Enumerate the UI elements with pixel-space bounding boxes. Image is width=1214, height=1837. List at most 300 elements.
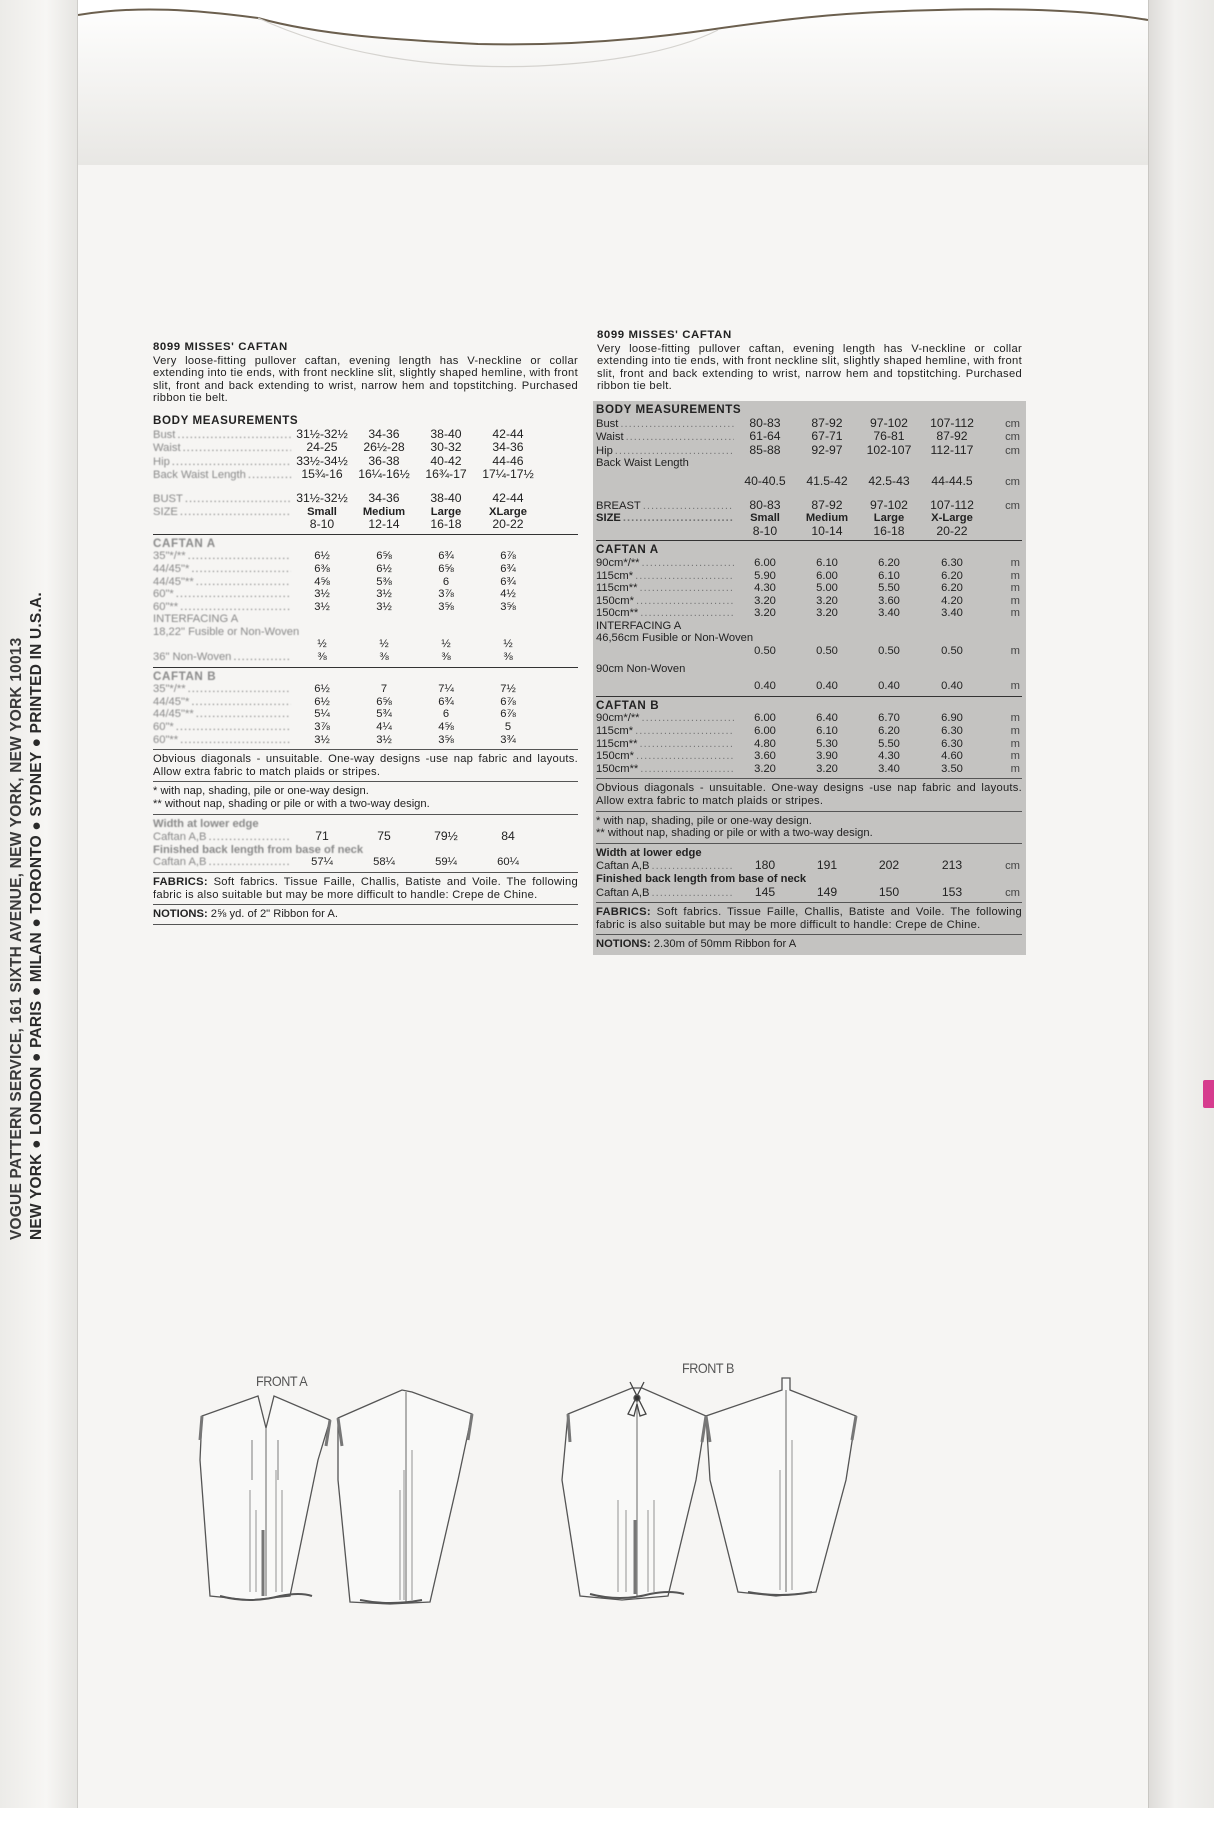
table-row [596,738,1022,751]
table-cell: m [1010,737,1020,750]
table-cell: 5.00 [816,582,838,595]
table-cell: 8-10 [309,517,335,532]
table-cell: 40-42 [430,453,462,468]
table-cell: Medium [805,512,849,525]
table-cell: 5¾ [376,708,392,721]
garment-illustrations [190,1360,1020,1640]
table-cell: 6.20 [878,725,900,738]
table-cell: 34-36 [368,490,400,505]
table-cell: ⅜ [441,651,451,664]
table-cell: 71 [315,829,329,844]
table-cell: 3.20 [816,762,838,775]
table-cell: 6⅞ [500,550,516,563]
table-row [153,734,578,747]
table-cell: 6.30 [941,556,963,569]
table-row [596,763,1022,776]
table-row [596,499,1022,513]
table-cell: 153 [941,884,963,899]
table-cell: 58¼ [373,856,395,869]
size-table [153,492,578,531]
table-row [153,708,578,721]
table-cell: 6¾ [438,550,454,563]
table-cell: 79½ [434,829,458,844]
table-cell: Back Waist Length ..... [153,469,291,482]
table-cell: 3½ [314,600,330,613]
table-cell: BREAST ..... [596,500,734,513]
table-cell: 5.50 [878,582,900,595]
table-cell: ⅜ [503,651,513,664]
table-cell: 8-10 [752,523,778,538]
table-cell: 26½-28 [363,440,405,455]
table-cell: Bust ..... [153,429,291,442]
table-cell: 60"** ..... [153,601,291,614]
metric-chart-panel [597,329,1022,955]
table-cell: 3⅝ [438,733,454,746]
table-cell: cm [1005,444,1020,457]
pattern-description: Very loose-fitting pullover caftan, evening length has V-neckline or collar extending into tie ends, with front neckline slit, slightly shaped hemline, with front slit, front and back extending to wrist, narrow hem and topstitching. Purchased ribbon tie belt. [153,354,578,405]
size-table [596,499,1022,538]
table-cell: 6⅞ [500,708,516,721]
table-cell: 150cm* ..... [596,595,734,608]
length-heading: Finished back length from base of neck [596,872,807,885]
table-cell: 6½ [314,695,330,708]
table-cell: cm [1005,417,1020,430]
table-cell: 20-22 [936,523,968,538]
table-cell: 3⅝ [500,600,516,613]
table-row [153,468,578,482]
table-cell: 5.30 [816,737,838,750]
table-cell: 4⅝ [314,575,330,588]
table-cell: 3⅞ [314,721,330,734]
table-cell: 6¾ [438,695,454,708]
table-cell: FABRICS: [153,875,208,888]
table-cell: 35"*/** ..... [153,550,291,563]
table-cell: ½ [503,638,513,651]
table-cell: 3.60 [754,750,776,763]
table-cell: 107-112 [930,497,974,512]
table-cell: 30-32 [430,440,462,455]
table-cell: 150cm** ..... [596,763,734,776]
table-row [596,725,1022,738]
table-cell: Caftan A,B ..... [596,887,734,900]
table-cell: 97-102 [870,497,908,512]
table-cell: 42.5-43 [868,473,910,488]
table-cell: 80-83 [749,415,781,430]
table-cell: 41.5-42 [806,473,848,488]
table-cell: 97-102 [870,415,908,430]
pattern-description: Very loose-fitting pullover caftan, evening length has V-neckline or collar extending into tie ends, with front neckline slit, slightly shaped hemline, with front slit, front and back extending to wrist, narrow hem and topstitching. Purchased ribbon tie belt. [597,342,1022,393]
table-cell: 16¾-17 [425,467,467,482]
table-cell: 6¾ [500,575,516,588]
caftan-b-yardage-table [153,683,578,746]
caftan-a-yardage-table [153,550,578,663]
table-cell: Caftan A,B ..... [596,860,734,873]
table-cell: 6¾ [500,562,516,575]
table-cell: 34-36 [368,426,400,441]
table-cell: 2⅝ yd. of 2" Ribbon for A. [207,908,338,921]
table-cell: 3¾ [500,733,516,746]
table-cell: 12-14 [368,517,400,532]
table-cell: 57¼ [311,856,333,869]
table-cell: 87-92 [936,429,968,444]
table-cell: ½ [379,638,389,651]
table-row [596,595,1022,608]
table-cell: m [1010,645,1020,658]
table-cell: 36-38 [368,453,400,468]
table-cell: 44/45"** ..... [153,576,291,589]
table-cell: 150cm** ..... [596,607,734,620]
table-cell: m [1010,607,1020,620]
table-cell: 0.40 [754,680,776,693]
table-cell: 6.00 [754,556,776,569]
table-cell: ½ [441,638,451,651]
table-cell: ⅜ [317,651,327,664]
table-cell: cm [1005,499,1020,512]
table-cell: Hip ..... [153,456,291,469]
table-row [596,607,1022,620]
table-cell: Large [430,505,462,518]
table-cell: cm [1005,886,1020,899]
table-cell: m [1010,569,1020,582]
caftan-a-heading: CAFTAN A [153,536,216,550]
table-cell: 213 [941,858,963,873]
interfacing-label: 90cm Non-Woven [596,662,686,675]
interfacing-label: 18,22" Fusible or Non-Woven [153,625,300,638]
spine-publisher-address: VOGUE PATTERN SERVICE, 161 SIXTH AVENUE, NEW YORK, NEW YORK 10013 [8,637,25,1240]
fabrics-text [153,876,578,901]
body-measurements-heading: BODY MEASUREMENTS [596,402,742,416]
body-measurements-table [596,417,1022,489]
diagonals-note: Obvious diagonals - unsuitable. One-way designs -use nap fabric and layouts. Allow extra fabric to match plaids or stripes. [153,753,578,778]
table-cell: 0.50 [754,645,776,658]
table-cell: m [1010,750,1020,763]
table-cell: m [1010,712,1020,725]
torn-edge [78,0,1148,80]
table-cell: 4⅝ [438,721,454,734]
table-cell: 34-36 [492,440,524,455]
table-cell: 60"* ..... [153,721,291,734]
table-cell: FABRICS: [596,906,651,919]
table-cell: 87-92 [811,415,843,430]
table-row [596,512,1022,525]
interfacing-heading: INTERFACING A [153,613,239,626]
table-cell: BUST ..... [153,493,291,506]
table-cell: 15¾-16 [301,467,343,482]
interfacing-heading: INTERFACING A [596,619,682,632]
table-cell: 3½ [314,733,330,746]
table-cell: 115cm** ..... [596,582,734,595]
table-cell: NOTIONS: [153,908,208,921]
table-cell: Waist ..... [596,431,734,444]
footnote-without-nap: ** without nap, shading or pile or with a two-way design. [596,827,873,840]
caftan-a-heading: CAFTAN A [596,543,659,557]
table-cell: 6⅞ [500,695,516,708]
table-cell: 60"* ..... [153,588,291,601]
table-cell: XLarge [489,505,527,518]
table-row [153,550,578,563]
table-row [596,417,1022,431]
table-cell: 3.50 [941,762,963,775]
table-cell: 61-64 [749,429,781,444]
table-row [153,518,578,531]
body-measurements-heading: BODY MEASUREMENTS [153,413,299,427]
table-cell: 115cm* ..... [596,570,734,583]
imperial-chart-panel [153,341,578,928]
table-cell: 4.20 [941,594,963,607]
table-cell: Soft fabrics. Tissue Faille, Challis, Batiste and Voile. The following fabric is also suitable but may be more difficult to handle: Crepe de Chine. [596,906,1022,931]
notions-text [153,908,578,921]
table-cell: 6.20 [941,582,963,595]
table-cell: 92-97 [811,442,843,457]
front-b-label: FRONT B [682,1360,734,1376]
table-row [596,430,1022,444]
table-cell: 33½-34½ [296,453,348,468]
table-row [153,696,578,709]
table-cell: 6.00 [754,725,776,738]
table-row [153,830,578,844]
table-cell: 6 [442,575,450,588]
table-cell: SIZE ..... [153,506,291,519]
table-cell: 0.40 [941,680,963,693]
caftan-a-meterage-table [596,557,1022,693]
table-cell: Waist ..... [153,442,291,455]
table-cell: 3.20 [816,607,838,620]
table-cell: 6½ [314,683,330,696]
front-b-drawing-icon [562,1382,706,1600]
table-row [153,588,578,601]
table-cell: Medium [362,505,406,518]
metric-grey-chart [593,401,1026,955]
table-cell: Caftan A,B ..... [153,831,291,844]
table-cell: 6½ [376,562,392,575]
table-cell: Small [750,512,780,525]
table-cell: m [1010,582,1020,595]
width-heading: Width at lower edge [596,846,702,859]
table-cell: 6⅜ [314,562,330,575]
table-cell: m [1010,594,1020,607]
table-cell: 24-25 [306,440,338,455]
table-cell: 80-83 [749,497,781,512]
table-cell: cm [1005,431,1020,444]
back-a-drawing-icon [338,1390,472,1604]
table-cell: 6⅝ [376,695,392,708]
table-row [153,455,578,469]
table-cell: 6.70 [878,712,900,725]
length-heading: Finished back length from base of neck [153,843,364,856]
fabrics-text [596,906,1022,931]
table-cell: Hip ..... [596,445,734,458]
table-row [596,557,1022,570]
table-cell: 145 [754,884,776,899]
table-cell: 6.00 [816,569,838,582]
table-cell: 150cm* ..... [596,750,734,763]
table-row [596,525,1022,538]
table-cell: 6.90 [941,712,963,725]
pink-marker-tab [1203,1080,1214,1108]
table-cell: 90cm*/** ..... [596,712,734,725]
table-cell: 6.10 [816,556,838,569]
caftan-line-drawings [190,1360,1020,1640]
front-a-label: FRONT A [256,1373,308,1389]
table-cell: 3½ [376,733,392,746]
table-cell: 4.30 [754,582,776,595]
table-row [596,570,1022,583]
table-row [596,582,1022,595]
table-cell: 84 [501,829,515,844]
table-cell: 6.20 [878,556,900,569]
table-cell: 3.40 [878,607,900,620]
table-cell: 36" Non-Woven ..... [153,651,291,664]
table-row [153,492,578,506]
table-cell: 0.40 [878,680,900,693]
table-cell: 3.60 [878,594,900,607]
table-cell: 3½ [376,588,392,601]
back-waist-label: Back Waist Length [596,457,689,470]
table-cell: 5¼ [314,708,330,721]
table-cell: 3.40 [941,607,963,620]
footnote-without-nap: ** without nap, shading or pile or with a two-way design. [153,798,430,810]
table-cell: m [1010,556,1020,569]
table-cell: 10-14 [811,523,843,538]
table-cell: Large [873,512,905,525]
table-cell: 5 [504,721,512,734]
table-cell: 31½-32½ [296,426,348,441]
caftan-b-heading: CAFTAN B [153,669,217,683]
envelope-right-flap [1148,0,1214,1810]
table-cell: 150 [878,884,900,899]
table-cell: ⅜ [379,651,389,664]
table-cell: 0.50 [941,645,963,658]
table-cell: 35"*/** ..... [153,683,291,696]
table-cell: 3.20 [754,762,776,775]
table-row [596,444,1022,458]
notions-text [596,938,1022,951]
table-cell: Caftan A,B ..... [153,856,291,869]
table-row [153,651,578,664]
table-cell: m [1010,680,1020,693]
table-cell: 6 [442,708,450,721]
table-cell: 4.80 [754,737,776,750]
table-cell: 0.50 [816,645,838,658]
table-cell: cm [1005,860,1020,873]
table-cell: 6⅝ [438,562,454,575]
footnote-with-nap: * with nap, shading, pile or one-way design. [596,814,812,827]
table-cell: 20-22 [492,517,524,532]
table-row [596,680,1022,693]
table-cell: 44-44.5 [931,473,973,488]
table-cell: 4½ [500,588,516,601]
table-cell: 3.20 [754,607,776,620]
table-cell: Bust ..... [596,418,734,431]
table-cell: 60"** ..... [153,734,291,747]
table-cell: 6.40 [816,712,838,725]
pattern-title: 8099 MISSES' CAFTAN [597,329,732,341]
table-cell: 4¼ [376,721,392,734]
table-cell: 3.20 [754,594,776,607]
table-cell: ½ [317,638,327,651]
table-cell: SIZE ..... [596,512,734,525]
table-cell: 7¼ [438,683,454,696]
table-row [153,856,578,869]
table-cell: X-Large [931,512,973,525]
table-cell: 6.30 [941,725,963,738]
table-cell: 38-40 [430,426,462,441]
back-b-drawing-icon [706,1378,856,1596]
table-cell: 4.60 [941,750,963,763]
table-cell: 44-46 [492,453,524,468]
table-cell: 107-112 [930,415,974,430]
table-cell: 40-40.5 [744,473,786,488]
table-cell: 38-40 [430,490,462,505]
body-measurements-table [153,428,578,482]
table-cell: 90cm*/** ..... [596,557,734,570]
table-cell: 42-44 [492,490,524,505]
table-cell: m [1010,762,1020,775]
interfacing-label: 46,56cm Fusible or Non-Woven [596,632,754,645]
table-cell: 115cm* ..... [596,725,734,738]
table-cell: 5⅜ [376,575,392,588]
table-cell: 59¼ [435,856,457,869]
table-cell: 16-18 [430,517,462,532]
table-cell: cm [1005,475,1020,488]
table-row [596,886,1022,900]
caftan-b-meterage-table [596,712,1022,775]
table-row [596,712,1022,725]
table-cell: 3½ [376,600,392,613]
table-cell: 5.90 [754,569,776,582]
table-row [153,576,578,589]
table-cell: 67-71 [811,429,843,444]
table-cell: 6.20 [941,569,963,582]
table-cell: 0.40 [816,680,838,693]
spine-cities: NEW YORK ● LONDON ● PARIS ● MILAN ● TORONTO ● SYDNEY ● PRINTED IN U.S.A. [28,592,45,1240]
table-row [153,683,578,696]
table-cell: 87-92 [811,497,843,512]
table-cell: 42-44 [492,426,524,441]
table-cell: 2.30m of 50mm Ribbon for A [650,938,797,951]
table-cell: 112-117 [930,442,974,457]
table-cell: 0.50 [878,645,900,658]
table-cell: 16-18 [873,523,905,538]
table-row [153,428,578,442]
table-row [596,475,1022,489]
table-cell: 6.30 [941,737,963,750]
table-cell: 202 [878,858,900,873]
pattern-title: 8099 MISSES' CAFTAN [153,341,288,353]
table-cell: 85-88 [749,442,781,457]
table-row [153,563,578,576]
table-row [596,750,1022,763]
table-cell: 7 [380,683,388,696]
table-cell: 17¼-17½ [482,467,534,482]
table-cell: 115cm** ..... [596,738,734,751]
table-cell: 60¼ [497,856,519,869]
table-cell: 102-107 [866,442,912,457]
table-cell: 44/45"** ..... [153,708,291,721]
table-cell: Small [307,505,337,518]
bottom-margin [0,1808,1214,1837]
table-cell: 16¼-16½ [358,467,410,482]
table-cell: 3.40 [878,762,900,775]
width-heading: Width at lower edge [153,817,259,830]
table-cell: 3.90 [816,750,838,763]
table-row [153,721,578,734]
table-cell: 6½ [314,550,330,563]
table-cell: m [1010,725,1020,738]
table-cell: 5.50 [878,737,900,750]
table-cell: 44/45"* ..... [153,563,291,576]
table-cell: 3.20 [816,594,838,607]
